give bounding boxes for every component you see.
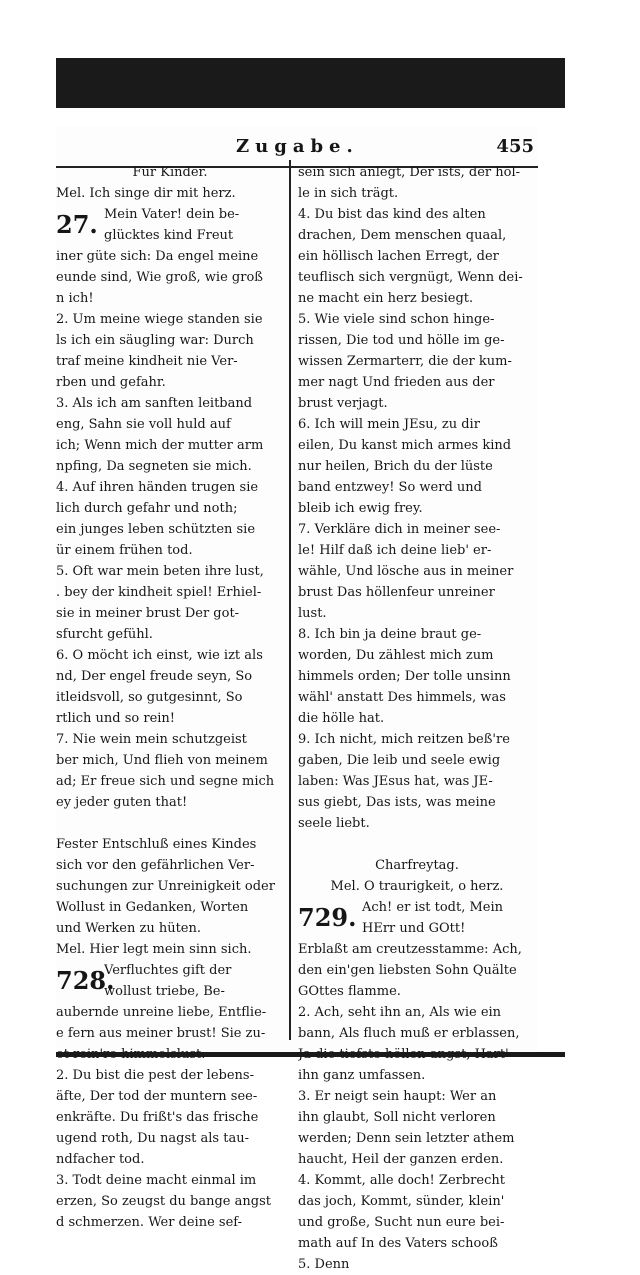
text-line: ein höllisch lachen Erregt, der <box>298 249 499 264</box>
text-line: lust. <box>298 606 327 621</box>
text-line: ne macht ein herz besiegt. <box>298 291 474 306</box>
text-line: traf meine kindheit nie Ver- <box>56 354 238 369</box>
page-header <box>56 134 538 164</box>
text-line: 7. Nie wein mein schutzgeist <box>56 732 247 747</box>
text-line: erzen, So zeugst du bange angst <box>56 1194 271 1209</box>
text-line: 9. Ich nicht, mich reitzen beß're <box>298 732 510 747</box>
section-title-charfreytag: Charfreytag. <box>375 858 459 873</box>
hymn-729 <box>298 897 536 939</box>
text-line: brust Das höllenfeur unreiner <box>298 585 495 600</box>
page-number: 455 <box>496 136 534 157</box>
text-line: ihn glaubt, Soll nicht verloren <box>298 1110 496 1125</box>
text-line: ihn ganz umfassen. <box>298 1068 426 1083</box>
text-line: sfurcht gefühl. <box>56 627 153 642</box>
text-line: 8. Ich bin ja deine braut ge- <box>298 627 482 642</box>
text-line: ndfacher tod. <box>56 1152 145 1167</box>
text-line: äfte, Der tod der muntern see- <box>56 1089 258 1104</box>
left-text-block-c <box>56 1002 284 1233</box>
text-line: ls ich ein säugling war: Durch <box>56 333 254 348</box>
text-line: brust verjagt. <box>298 396 388 411</box>
text-line: 2. Um meine wiege standen sie <box>56 312 263 327</box>
text-line: bleib ich ewig frey. <box>298 501 423 516</box>
text-line: 5. Wie viele sind schon hinge- <box>298 312 495 327</box>
text-line: wähl' anstatt Des himmels, was <box>298 690 506 705</box>
text-line: lich durch gefahr und noth; <box>56 501 238 516</box>
scan-top-band <box>56 58 565 108</box>
text-line: Mein Vater! dein be- <box>104 207 240 222</box>
text-line: band entzwey! So werd und <box>298 480 482 495</box>
hymn-728 <box>56 960 284 1002</box>
text-line: Ach! er ist todt, Mein <box>362 900 504 915</box>
text-line: haucht, Heil der ganzen erden. <box>298 1152 504 1167</box>
text-line: itleidsvoll, so gutgesinnt, So <box>56 690 243 705</box>
text-line: math auf In des Vaters schooß <box>298 1236 498 1251</box>
text-line: 3. Er neigt sein haupt: Wer an <box>298 1089 497 1104</box>
text-line: laben: Was JEsus hat, was JE- <box>298 774 493 789</box>
text-line: iner güte sich: Da engel meine <box>56 249 259 264</box>
text-line: das joch, Kommt, sünder, klein' <box>298 1194 505 1209</box>
hymn-27 <box>56 204 284 246</box>
text-line: n ich! <box>56 291 94 306</box>
text-line: mer nagt Und frieden aus der <box>298 375 495 390</box>
text-line: nd, Der engel freude seyn, So <box>56 669 253 684</box>
text-line: ugend roth, Du nagst als tau- <box>56 1131 249 1146</box>
hymn-number: 729. <box>298 903 357 932</box>
text-line: sie in meiner brust Der got- <box>56 606 240 621</box>
text-line: glücktes kind Freut <box>104 228 234 243</box>
text-line: 6. Ich will mein JEsu, zu dir <box>298 417 480 432</box>
text-line: 4. Auf ihren händen trugen sie <box>56 480 259 495</box>
text-line: eilen, Du kanst mich armes kind <box>298 438 512 453</box>
text-line: Fester Entschluß eines Kindes <box>56 837 257 852</box>
text-line: drachen, Dem menschen quaal, <box>298 228 507 243</box>
text-line: eng, Sahn sie voll huld auf <box>56 417 231 432</box>
melody-line: Mel. O traurigkeit, o herz. <box>330 879 504 894</box>
text-line: 3. Als ich am sanften leitband <box>56 396 253 411</box>
text-line: wähle, Und lösche aus in meiner <box>298 564 514 579</box>
text-line: GOttes flamme. <box>298 984 401 999</box>
spacer <box>56 813 284 834</box>
text-line: 5. Oft war mein beten ihre lust, <box>56 564 264 579</box>
left-text-block-b <box>56 834 284 939</box>
text-line: . bey der kindheit spiel! Erhiel- <box>56 585 262 600</box>
running-head: Zugabe. <box>236 136 359 157</box>
text-line: sein sich anlegt, Der ists, der höl- <box>298 165 520 180</box>
text-line: die hölle hat. <box>298 711 385 726</box>
text-line: le! Hilf daß ich deine lieb' er- <box>298 543 492 558</box>
text-line: werden; Denn sein letzter athem <box>298 1131 515 1146</box>
left-column <box>56 162 284 1233</box>
text-line: 4. Du bist das kind des alten <box>298 207 486 222</box>
text-line: gaben, Die leib und seele ewig <box>298 753 501 768</box>
hymn-number: 27. <box>56 210 98 239</box>
text-line: 2. Du bist die pest der lebens- <box>56 1068 254 1083</box>
hymn-opening <box>104 960 284 1002</box>
text-line: himmels orden; Der tolle unsinn <box>298 669 511 684</box>
text-line: d schmerzen. Wer deine sef- <box>56 1215 243 1230</box>
text-line: 5. Denn <box>298 1257 350 1272</box>
text-line: und große, Sucht nun eure bei- <box>298 1215 505 1230</box>
text-line: le in sich trägt. <box>298 186 399 201</box>
text-line: worden, Du zählest mich zum <box>298 648 494 663</box>
text-line: wissen Zermarterr, die der kum- <box>298 354 512 369</box>
right-column <box>298 162 536 1275</box>
text-line: npfing, Da segneten sie mich. <box>56 459 252 474</box>
melody-line: Mel. Ich singe dir mit herz. <box>56 186 236 201</box>
book-page <box>56 126 538 1272</box>
text-line: bann, Als fluch muß er erblassen, <box>298 1026 520 1041</box>
text-line: ür einem frühen tod. <box>56 543 193 558</box>
text-line: ad; Er freue sich und segne mich <box>56 774 275 789</box>
text-line: 6. O möcht ich einst, wie izt als <box>56 648 263 663</box>
melody-line-2: Mel. Hier legt mein sinn sich. <box>56 942 252 957</box>
spacer <box>298 834 536 855</box>
hymn-opening <box>362 897 536 939</box>
text-line: ich; Wenn mich der mutter arm <box>56 438 264 453</box>
text-line: 7. Verkläre dich in meiner see- <box>298 522 501 537</box>
text-line: Verfluchtes gift der <box>104 963 232 978</box>
text-line: ey jeder guten that! <box>56 795 188 810</box>
text-line: sich vor den gefährlichen Ver- <box>56 858 255 873</box>
text-line: ber mich, Und flieh von meinem <box>56 753 268 768</box>
text-line: ein junges leben schützten sie <box>56 522 256 537</box>
hymn-opening <box>104 204 284 246</box>
text-line: enkräfte. Du frißt's das frische <box>56 1110 259 1125</box>
text-line: aubernde unreine liebe, Entflie- <box>56 1005 267 1020</box>
text-line: rissen, Die tod und hölle im ge- <box>298 333 505 348</box>
text-line: teuflisch sich vergnügt, Wenn dei- <box>298 270 523 285</box>
hymn-number: 728. <box>56 966 115 995</box>
text-line: nur heilen, Brich du der lüste <box>298 459 493 474</box>
text-line: eunde sind, Wie groß, wie groß <box>56 270 263 285</box>
text-line: sus giebt, Das ists, was meine <box>298 795 496 810</box>
text-line: 3. Todt deine macht einmal im <box>56 1173 257 1188</box>
text-line: seele liebt. <box>298 816 370 831</box>
text-line: und Werken zu hüten. <box>56 921 202 936</box>
text-line: HErr und GOtt! <box>362 921 466 936</box>
text-line: 2. Ach, seht ihn an, Als wie ein <box>298 1005 502 1020</box>
text-line: den ein'gen liebsten Sohn Quälte <box>298 963 517 978</box>
text-line: 4. Kommt, alle doch! Zerbrecht <box>298 1173 505 1188</box>
text-line: rtlich und so rein! <box>56 711 176 726</box>
scan-bottom-band <box>56 1052 565 1057</box>
text-line: rben und gefahr. <box>56 375 166 390</box>
right-text-block-a <box>298 162 536 834</box>
text-line: Wollust in Gedanken, Worten <box>56 900 249 915</box>
column-divider <box>289 160 291 1040</box>
section-title-kinder: Für Kinder. <box>132 165 208 180</box>
text-line: e fern aus meiner brust! Sie zu- <box>56 1026 266 1041</box>
text-line: Erblaßt am creutzesstamme: Ach, <box>298 942 522 957</box>
text-line: wollust triebe, Be- <box>104 984 225 999</box>
text-line: suchungen zur Unreinigkeit oder <box>56 879 275 894</box>
left-text-block-a <box>56 246 284 813</box>
right-text-block-b <box>298 939 536 1275</box>
